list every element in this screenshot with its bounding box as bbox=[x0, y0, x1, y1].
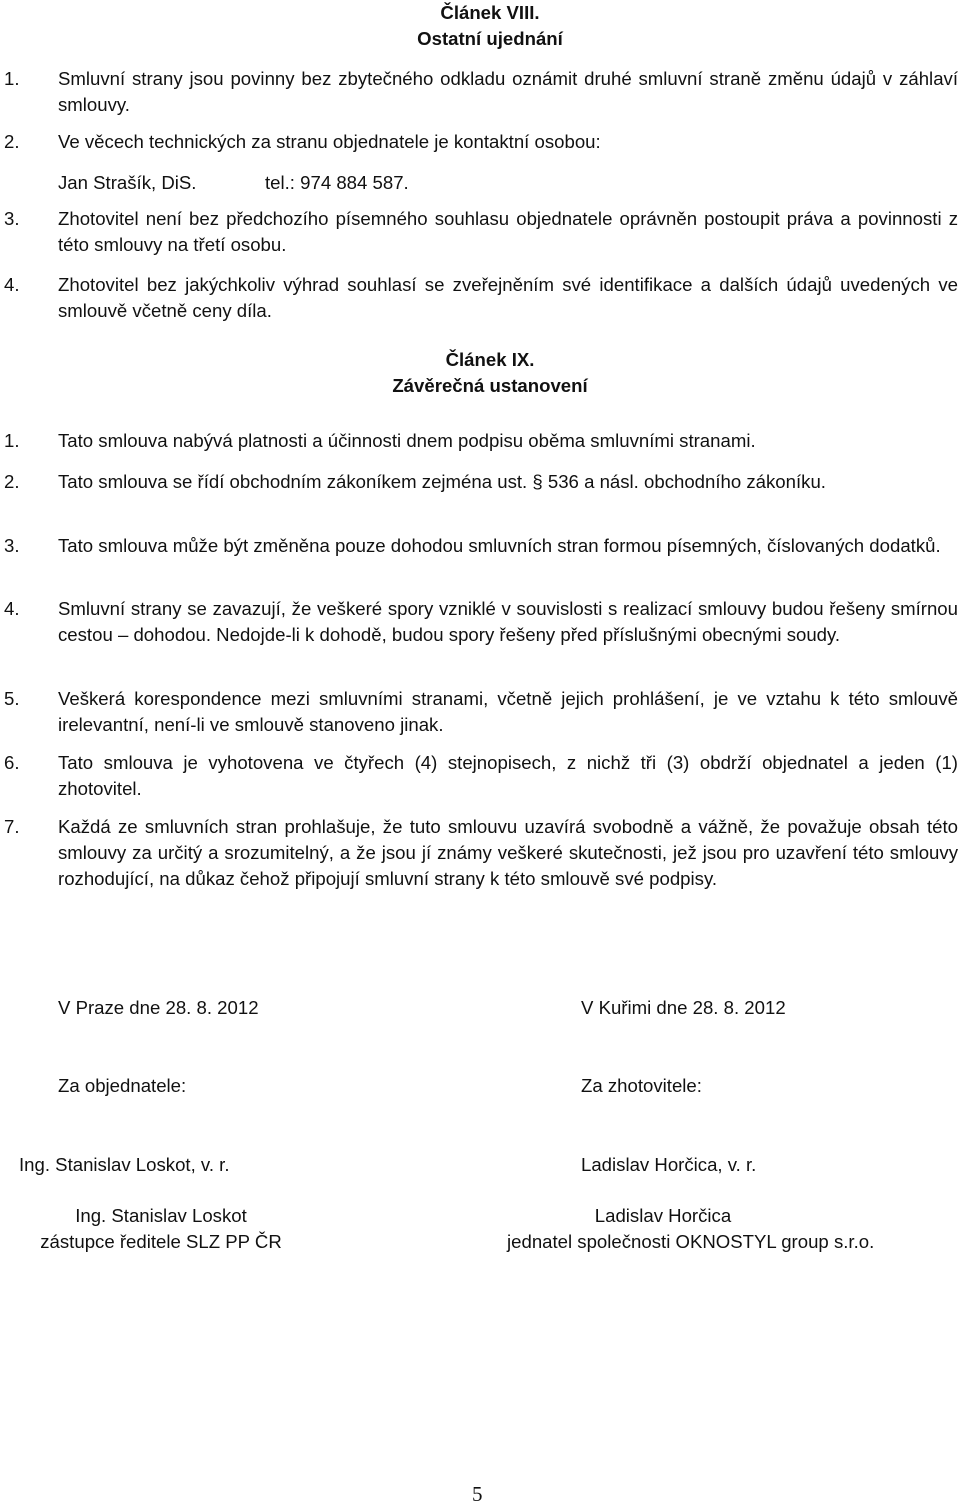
list-item-text: Tato smlouva může být změněna pouze dohodou smluvních stran formou písemných, číslovaných dodatků. bbox=[58, 535, 941, 556]
list-item-number: 2. bbox=[4, 471, 20, 492]
list-item-text: Smluvní strany se zavazují, že veškeré spory vzniklé v souvislosti s realizací smlouvy budou řešeny smírnou cestou – dohodou. Nedojde-li k dohodě, budou spory řešeny před příslušnými obecnými soudy. bbox=[58, 598, 958, 645]
list-item-text: Tato smlouva je vyhotovena ve čtyřech (4) stejnopisech, z nichž tři (3) obdrží objednatel a jeden (1) zhotovitel. bbox=[58, 752, 958, 799]
article-8-title: Článek VIII. bbox=[440, 2, 540, 23]
list-item-number: 5. bbox=[4, 688, 20, 709]
right-role: Za zhotovitele: bbox=[581, 1075, 702, 1096]
list-item-text: Tato smlouva nabývá platnosti a účinnosti dnem podpisu oběma smluvními stranami. bbox=[58, 430, 756, 451]
contact-phone: tel.: 974 884 587. bbox=[265, 172, 409, 193]
list-item-text: Každá ze smluvních stran prohlašuje, že tuto smlouvu uzavírá svobodně a vážně, že považuje obsah této smlouvy za určitý a srozumitelný, a že jsou jí známy veškeré skutečnosti, jež jsou pro uzavření této smlouvy rozhodující, na důkaz čehož připojují smluvní strany k této smlouvě své podpisy. bbox=[58, 816, 958, 889]
list-item-text: Zhotovitel bez jakýchkoliv výhrad souhlasí se zveřejněním své identifikace a dalších údajů uvedených ve smlouvě včetně ceny díla. bbox=[58, 274, 958, 321]
right-signatory-title: jednatel společnosti OKNOSTYL group s.r.o. bbox=[507, 1231, 875, 1252]
right-signed: Ladislav Horčica, v. r. bbox=[581, 1154, 757, 1175]
list-item-number: 7. bbox=[4, 816, 20, 837]
left-signatory-name: Ing. Stanislav Loskot bbox=[75, 1205, 247, 1226]
article-8-subtitle: Ostatní ujednání bbox=[417, 28, 563, 49]
list-item-text: Tato smlouva se řídí obchodním zákoníkem zejména ust. § 536 a násl. obchodního zákoníku. bbox=[58, 471, 826, 492]
right-place-date: V Kuřimi dne 28. 8. 2012 bbox=[581, 997, 786, 1018]
article-9-subtitle: Závěrečná ustanovení bbox=[392, 375, 588, 396]
contact-name: Jan Strašík, DiS. bbox=[58, 172, 197, 193]
list-item-text: Veškerá korespondence mezi smluvními stranami, včetně jejich prohlášení, je ve vztahu k této smlouvě irelevantní, není-li ve smlouvě stanoveno jinak. bbox=[58, 688, 958, 735]
list-item-text: Ve věcech technických za stranu objednatele je kontaktní osobou: bbox=[58, 131, 601, 152]
left-role: Za objednatele: bbox=[58, 1075, 187, 1096]
left-place-date: V Praze dne 28. 8. 2012 bbox=[58, 997, 259, 1018]
list-item-number: 3. bbox=[4, 208, 20, 229]
list-item-text: Smluvní strany jsou povinny bez zbytečného odkladu oznámit druhé smluvní straně změnu údajů v záhlaví smlouvy. bbox=[58, 68, 958, 115]
list-item-number: 4. bbox=[4, 274, 20, 295]
page-number: 5 bbox=[472, 1482, 483, 1506]
list-item-number: 1. bbox=[4, 68, 20, 89]
left-signatory-title: zástupce ředitele SLZ PP ČR bbox=[40, 1231, 282, 1252]
list-item-number: 2. bbox=[4, 131, 20, 152]
article-9-title: Článek IX. bbox=[445, 349, 535, 370]
list-item-number: 4. bbox=[4, 598, 20, 619]
list-item-number: 3. bbox=[4, 535, 20, 556]
list-item-number: 1. bbox=[4, 430, 20, 451]
left-signed: Ing. Stanislav Loskot, v. r. bbox=[19, 1154, 230, 1175]
list-item-text: Zhotovitel není bez předchozího písemného souhlasu objednatele oprávněn postoupit práva a povinnosti z této smlouvy na třetí osobu. bbox=[58, 208, 958, 255]
right-signatory-name: Ladislav Horčica bbox=[594, 1205, 732, 1226]
list-item-number: 6. bbox=[4, 752, 20, 773]
